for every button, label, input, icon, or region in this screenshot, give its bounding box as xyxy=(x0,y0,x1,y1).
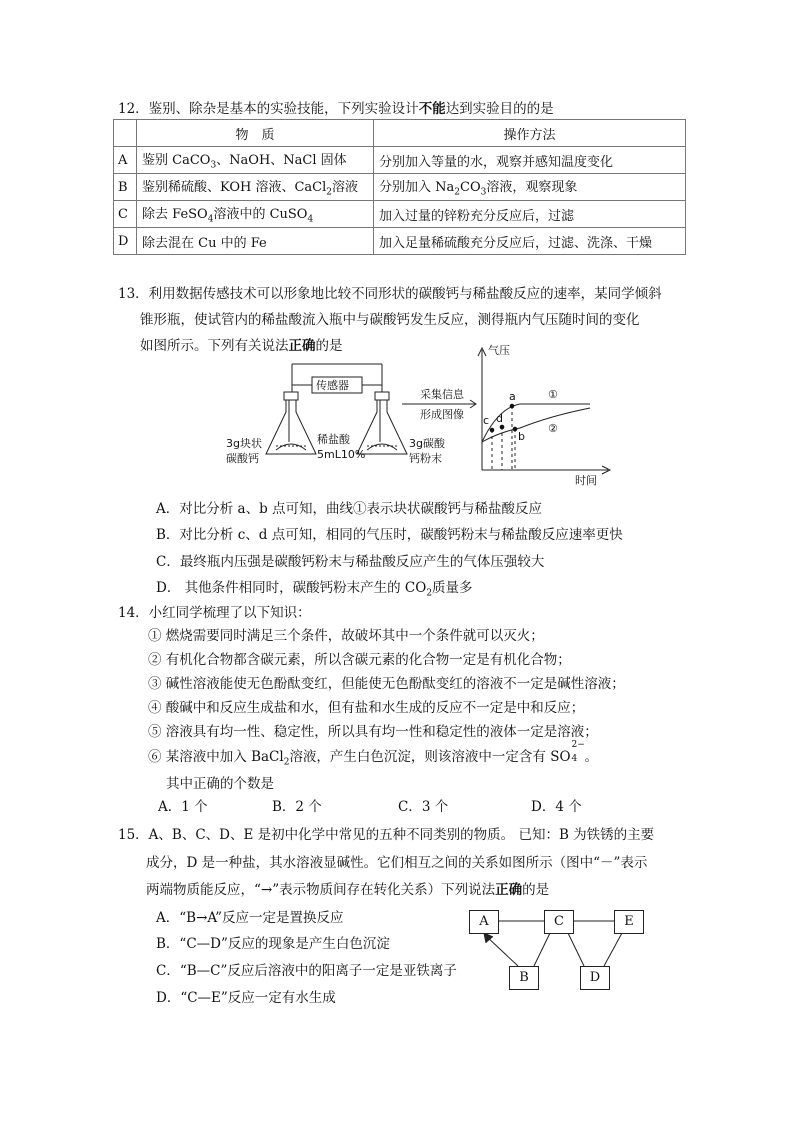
point-d-label: d xyxy=(496,412,503,425)
table-header-row xyxy=(114,120,686,147)
q15-line2: 成分，D 是一种盐，其水溶液显碱性。它们相互之间的关系如图所示（图中“－”表示 xyxy=(146,855,648,871)
row-material xyxy=(137,147,374,174)
row-code: B xyxy=(114,174,137,201)
row-method: 加入足量稀硫酸充分反应后，过滤、洗涤、干燥 xyxy=(374,228,686,255)
row-material: 除去混在 Cu 中的 Fe xyxy=(137,228,374,255)
row-method: 分别加入等量的水，观察并感知温度变化 xyxy=(374,147,686,174)
right-flask xyxy=(357,392,407,454)
q13-option-c: C．最终瓶内压强是碳酸钙粉末与稀盐酸反应产生的气体压强较大 xyxy=(156,554,545,570)
q13-option-d xyxy=(156,576,473,599)
text: 鉴别 CaCO xyxy=(142,153,211,169)
subscript: 3 xyxy=(480,187,487,198)
text: 分别加入 Na xyxy=(379,180,455,196)
q14-option-b: B．2 个 xyxy=(272,799,322,815)
subscript: 3 xyxy=(210,160,217,171)
acid-label-1: 稀盐酸 xyxy=(317,433,350,446)
text: 。 xyxy=(584,749,599,765)
q15-line3 xyxy=(146,878,549,898)
y-axis-label: 气压 xyxy=(488,344,510,357)
q15-line1: 15．A、B、C、D、E 是初中化学中常见的五种不同类别的物质。 已知：B 为铁锈的主要 xyxy=(118,827,655,843)
superscript: 2− xyxy=(571,740,585,750)
node-b: B xyxy=(509,966,539,990)
table-row xyxy=(114,147,686,174)
text: 、NaOH、NaCl 固体 xyxy=(216,153,347,169)
subscript: 2 xyxy=(283,757,290,768)
arrow-b-a xyxy=(486,936,518,966)
curve-1-label: ① xyxy=(548,388,558,401)
text: 溶液，观察现象 xyxy=(486,180,578,196)
sensor-label: 传感器 xyxy=(316,379,349,392)
q14-item-1: ① 燃烧需要同时满足三个条件，故破坏其中一个条件就可以灭火； xyxy=(148,628,544,644)
table-row xyxy=(114,228,686,255)
q15-option-b: B．“C—D”反应的现象是产生白色沉淀 xyxy=(156,936,390,952)
q13-figure xyxy=(220,342,620,487)
table-row xyxy=(114,174,686,201)
q13-option-b: B．对比分析 c、d 点可知，相同的气压时，碳酸钙粉末与稀盐酸反应速率更快 xyxy=(156,527,623,543)
left-label-1: 3g块状 xyxy=(226,437,262,450)
q14-item-3: ③ 碱性溶液能使无色酚酞变红，但能使无色酚酞变红的溶液不一定是碱性溶液； xyxy=(148,676,625,692)
collect-label-1: 采集信息 xyxy=(420,388,464,401)
q14-item-6 xyxy=(148,740,599,768)
header-material: 物 质 xyxy=(137,120,374,147)
node-c: C xyxy=(544,910,574,934)
q13-line2: 锥形瓶，使试管内的稀盐酸流入瓶中与碳酸钙发生反应，测得瓶内气压随时间的变化 xyxy=(140,312,640,328)
row-method: 加入过量的锌粉充分反应后，过滤 xyxy=(374,201,686,228)
q15-option-c: C．“B—C”反应后溶液中的阳离子一定是亚铁离子 xyxy=(156,963,457,979)
q14-item-4: ④ 酸碱中和反应生成盐和水，但有盐和水生成的反应不一定是中和反应； xyxy=(148,700,585,716)
q12-stem xyxy=(118,97,554,117)
curve-2-label: ② xyxy=(548,422,558,435)
point-a-label: a xyxy=(509,390,516,403)
right-label-1: 3g碳酸 xyxy=(409,437,445,450)
q13-line1: 13．利用数据传感技术可以形象地比较不同形状的碳酸钙与稀盐酸反应的速率，某同学倾斜 xyxy=(118,286,662,302)
text: 溶液中的 CuSO xyxy=(213,207,308,223)
text: 的是 xyxy=(522,882,550,898)
q12-table xyxy=(113,119,686,255)
text: 质量多 xyxy=(432,580,473,596)
q14-item-2: ② 有机化合物都含碳元素，所以含碳元素的化合物一定是有机化合物； xyxy=(148,652,571,668)
subscript: 4 xyxy=(207,214,214,225)
point-c xyxy=(490,428,495,433)
link-c-d xyxy=(568,933,584,966)
right-label-2: 钙粉末 xyxy=(409,452,442,465)
q12-stem-text: 12．鉴别、除杂是基本的实验技能，下列实验设计 xyxy=(118,101,419,117)
text: 溶液 xyxy=(332,180,359,196)
row-code: C xyxy=(114,201,137,228)
left-label-2: 碳酸钙 xyxy=(226,452,259,465)
q13-option-a: A．对比分析 a、b 点可知，曲线①表示块状碳酸钙与稀盐酸反应 xyxy=(156,501,543,517)
point-a xyxy=(510,404,515,409)
emphasis: 正确 xyxy=(288,338,316,354)
left-flask xyxy=(266,392,316,454)
text: 如图所示。下列有关说法 xyxy=(140,338,289,354)
q14-option-d: D．4 个 xyxy=(531,799,582,815)
subscript: 2 xyxy=(326,187,333,198)
row-material xyxy=(137,201,374,228)
text: 除去 FeSO xyxy=(142,207,208,223)
q14-ask: 其中正确的个数是 xyxy=(166,776,274,792)
subscript: 4 xyxy=(307,214,314,225)
q14-option-a: A．1 个 xyxy=(158,799,208,815)
row-code: D xyxy=(114,228,137,255)
point-b-label: b xyxy=(518,430,525,443)
text: 溶液，产生白色沉淀，则该溶液中一定含有 SO xyxy=(289,749,571,765)
table-row xyxy=(114,201,686,228)
q12-stem-emphasis: 不能 xyxy=(418,101,446,117)
x-axis-label: 时间 xyxy=(575,474,597,487)
q15-option-a: A．“B→A”反应一定是置换反应 xyxy=(156,910,344,926)
text: CO xyxy=(460,180,481,196)
node-d: D xyxy=(580,966,610,990)
subscript: 2 xyxy=(454,187,460,198)
text: ⑥ 某溶液中加入 BaCl xyxy=(148,749,284,765)
subscript: 2 xyxy=(426,588,433,599)
node-e: E xyxy=(614,910,644,934)
emphasis: 正确 xyxy=(495,882,523,898)
text: 两端物质能反应，“→”表示物质间存在转化关系）下列说法 xyxy=(146,882,496,898)
q12-stem-tail: 达到实验目的的是 xyxy=(445,101,554,117)
text: D． 其他条件相同时，碳酸钙粉末产生的 CO xyxy=(156,580,427,596)
q15-option-d: D．“C—E”反应一定有水生成 xyxy=(156,990,336,1006)
link-c-b xyxy=(534,933,550,966)
collect-label-2: 形成图像 xyxy=(420,408,464,421)
text: 的是 xyxy=(315,338,343,354)
ion-charge xyxy=(571,740,585,764)
subscript: 4 xyxy=(571,754,578,764)
acid-label-2: 5mL10% xyxy=(317,448,366,461)
text: 鉴别稀硫酸、KOH 溶液、CaCl xyxy=(142,180,327,196)
point-d xyxy=(500,425,505,430)
header-method: 操作方法 xyxy=(374,120,686,147)
point-b xyxy=(513,427,518,432)
node-a: A xyxy=(469,910,499,934)
link-e-d xyxy=(604,933,622,966)
table-cell xyxy=(114,120,137,147)
row-code: A xyxy=(114,147,137,174)
row-material xyxy=(137,174,374,201)
q14-item-5: ⑤ 溶液具有均一性、稳定性，所以具有均一性和稳定性的液体一定是溶液； xyxy=(148,724,598,740)
point-c-label: c xyxy=(483,414,490,427)
q14-stem: 14．小红同学梳理了以下知识： xyxy=(118,605,311,621)
row-method xyxy=(374,174,686,201)
q14-option-c: C．3 个 xyxy=(398,799,449,815)
